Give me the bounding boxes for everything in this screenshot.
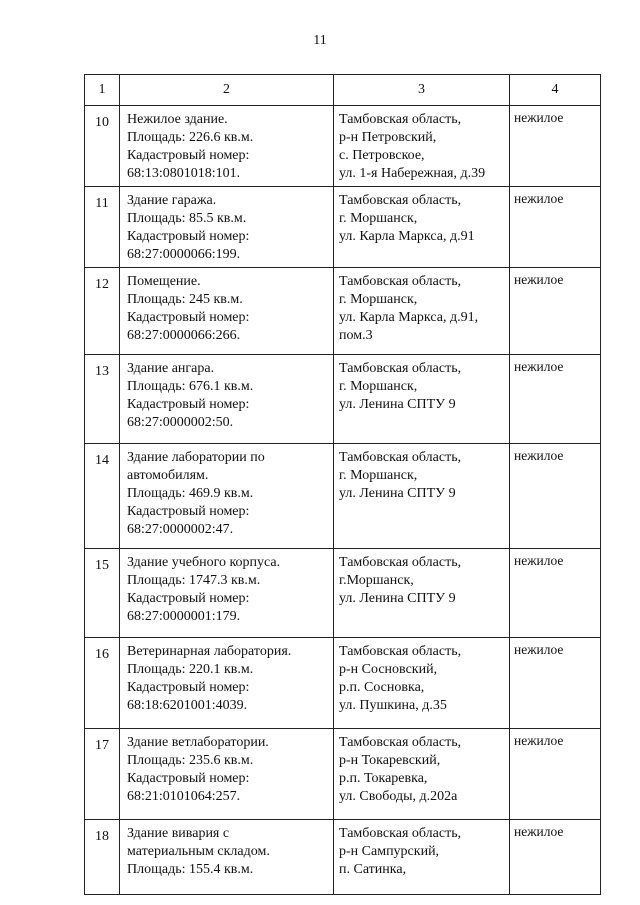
address-line: ул. 1-я Набережная, д.39: [339, 166, 486, 181]
row-number: 11: [85, 187, 120, 268]
address-line: п. Сатинка,: [339, 862, 407, 877]
description-line: Площадь: 226.6 кв.м.: [127, 130, 254, 145]
row-description: [120, 355, 334, 444]
table-row: [85, 549, 601, 638]
description-line: Площадь: 469.9 кв.м.: [127, 486, 254, 501]
address-line: с. Петровское,: [339, 148, 425, 163]
header-col-4: 4: [510, 75, 601, 106]
table-header-row: [85, 75, 601, 106]
table-row: [85, 820, 601, 895]
row-address: [334, 549, 510, 638]
row-type: нежилое: [510, 638, 601, 729]
description-line: Здание учебного корпуса.: [127, 555, 281, 570]
row-address: [334, 187, 510, 268]
description-line: Здание вивария с: [127, 826, 230, 841]
description-line: Кадастровый номер:: [127, 397, 250, 412]
row-address: [334, 355, 510, 444]
address-line: Тамбовская область,: [339, 193, 462, 208]
address-line: Тамбовская область,: [339, 112, 462, 127]
description-line: Кадастровый номер:: [127, 504, 250, 519]
row-description: [120, 549, 334, 638]
row-number: 15: [85, 549, 120, 638]
description-line: Площадь: 220.1 кв.м.: [127, 662, 254, 677]
row-description: [120, 268, 334, 355]
address-line: г. Моршанск,: [339, 292, 418, 307]
row-address: [334, 638, 510, 729]
description-line: материальным складом.: [127, 844, 270, 859]
row-number: 18: [85, 820, 120, 895]
row-description: [120, 729, 334, 820]
description-line: 68:27:0000001:179.: [127, 609, 241, 624]
description-line: Здание ветлаборатории.: [127, 735, 269, 750]
address-line: г.Моршанск,: [339, 573, 414, 588]
description-line: Помещение.: [127, 274, 201, 289]
row-description: [120, 820, 334, 895]
row-address: [334, 729, 510, 820]
description-line: Кадастровый номер:: [127, 148, 250, 163]
row-description: [120, 444, 334, 549]
header-col-1: 1: [85, 75, 120, 106]
header-col-3: 3: [334, 75, 510, 106]
description-line: Нежилое здание.: [127, 112, 228, 127]
description-line: Здание ангара.: [127, 361, 215, 376]
table-row: [85, 355, 601, 444]
description-line: Ветеринарная лаборатория.: [127, 644, 292, 659]
description-line: автомобилям.: [127, 468, 209, 483]
address-line: Тамбовская область,: [339, 735, 462, 750]
description-line: 68:21:0101064:257.: [127, 789, 241, 804]
address-line: г. Моршанск,: [339, 468, 418, 483]
description-line: 68:27:0000066:199.: [127, 247, 241, 262]
row-number: 12: [85, 268, 120, 355]
address-line: г. Моршанск,: [339, 379, 418, 394]
description-line: Площадь: 1747.3 кв.м.: [127, 573, 261, 588]
description-line: Кадастровый номер:: [127, 310, 250, 325]
row-address: [334, 106, 510, 187]
table-row: [85, 187, 601, 268]
row-address: [334, 268, 510, 355]
address-line: ул. Ленина СПТУ 9: [339, 486, 456, 501]
header-col-2: 2: [120, 75, 334, 106]
table-row: [85, 268, 601, 355]
address-line: Тамбовская область,: [339, 274, 462, 289]
address-line: р.п. Сосновка,: [339, 680, 425, 695]
address-line: Тамбовская область,: [339, 555, 462, 570]
address-line: ул. Ленина СПТУ 9: [339, 397, 456, 412]
description-line: 68:27:0000002:50.: [127, 415, 234, 430]
address-line: Тамбовская область,: [339, 361, 462, 376]
row-type: нежилое: [510, 187, 601, 268]
address-line: г. Моршанск,: [339, 211, 418, 226]
table-row: [85, 444, 601, 549]
description-line: Кадастровый номер:: [127, 229, 250, 244]
row-description: [120, 638, 334, 729]
row-type: нежилое: [510, 820, 601, 895]
address-line: ул. Ленина СПТУ 9: [339, 591, 456, 606]
description-line: 68:13:0801018:101.: [127, 166, 241, 181]
description-line: Кадастровый номер:: [127, 771, 250, 786]
row-description: [120, 106, 334, 187]
row-number: 16: [85, 638, 120, 729]
page-number: 11: [313, 33, 327, 48]
address-line: Тамбовская область,: [339, 644, 462, 659]
row-type: нежилое: [510, 549, 601, 638]
row-type: нежилое: [510, 106, 601, 187]
description-line: 68:27:0000066:266.: [127, 328, 241, 343]
address-line: ул. Карла Маркса, д.91: [339, 229, 475, 244]
row-number: 10: [85, 106, 120, 187]
description-line: Площадь: 155.4 кв.м.: [127, 862, 254, 877]
address-line: пом.3: [339, 328, 373, 343]
address-line: р-н Токаревский,: [339, 753, 441, 768]
row-number: 17: [85, 729, 120, 820]
description-line: Площадь: 245 кв.м.: [127, 292, 243, 307]
description-line: Здание лаборатории по: [127, 450, 265, 465]
row-type: нежилое: [510, 268, 601, 355]
address-line: р-н Сосновский,: [339, 662, 438, 677]
property-table: [84, 74, 601, 895]
address-line: ул. Свободы, д.202а: [339, 789, 458, 804]
row-number: 13: [85, 355, 120, 444]
address-line: ул. Карла Маркса, д.91,: [339, 310, 479, 325]
row-type: нежилое: [510, 729, 601, 820]
row-type: нежилое: [510, 355, 601, 444]
address-line: ул. Пушкина, д.35: [339, 698, 447, 713]
description-line: 68:27:0000002:47.: [127, 522, 234, 537]
description-line: Кадастровый номер:: [127, 680, 250, 695]
address-line: Тамбовская область,: [339, 826, 462, 841]
table-row: [85, 729, 601, 820]
table-row: [85, 106, 601, 187]
description-line: Площадь: 235.6 кв.м.: [127, 753, 254, 768]
description-line: Кадастровый номер:: [127, 591, 250, 606]
address-line: р-н Сампурский,: [339, 844, 440, 859]
row-address: [334, 820, 510, 895]
description-line: Здание гаража.: [127, 193, 217, 208]
address-line: р.п. Токаревка,: [339, 771, 428, 786]
row-type: нежилое: [510, 444, 601, 549]
row-number: 14: [85, 444, 120, 549]
description-line: Площадь: 85.5 кв.м.: [127, 211, 247, 226]
description-line: Площадь: 676.1 кв.м.: [127, 379, 254, 394]
address-line: р-н Петровский,: [339, 130, 437, 145]
table-row: [85, 638, 601, 729]
row-address: [334, 444, 510, 549]
row-description: [120, 187, 334, 268]
description-line: 68:18:6201001:4039.: [127, 698, 248, 713]
address-line: Тамбовская область,: [339, 450, 462, 465]
